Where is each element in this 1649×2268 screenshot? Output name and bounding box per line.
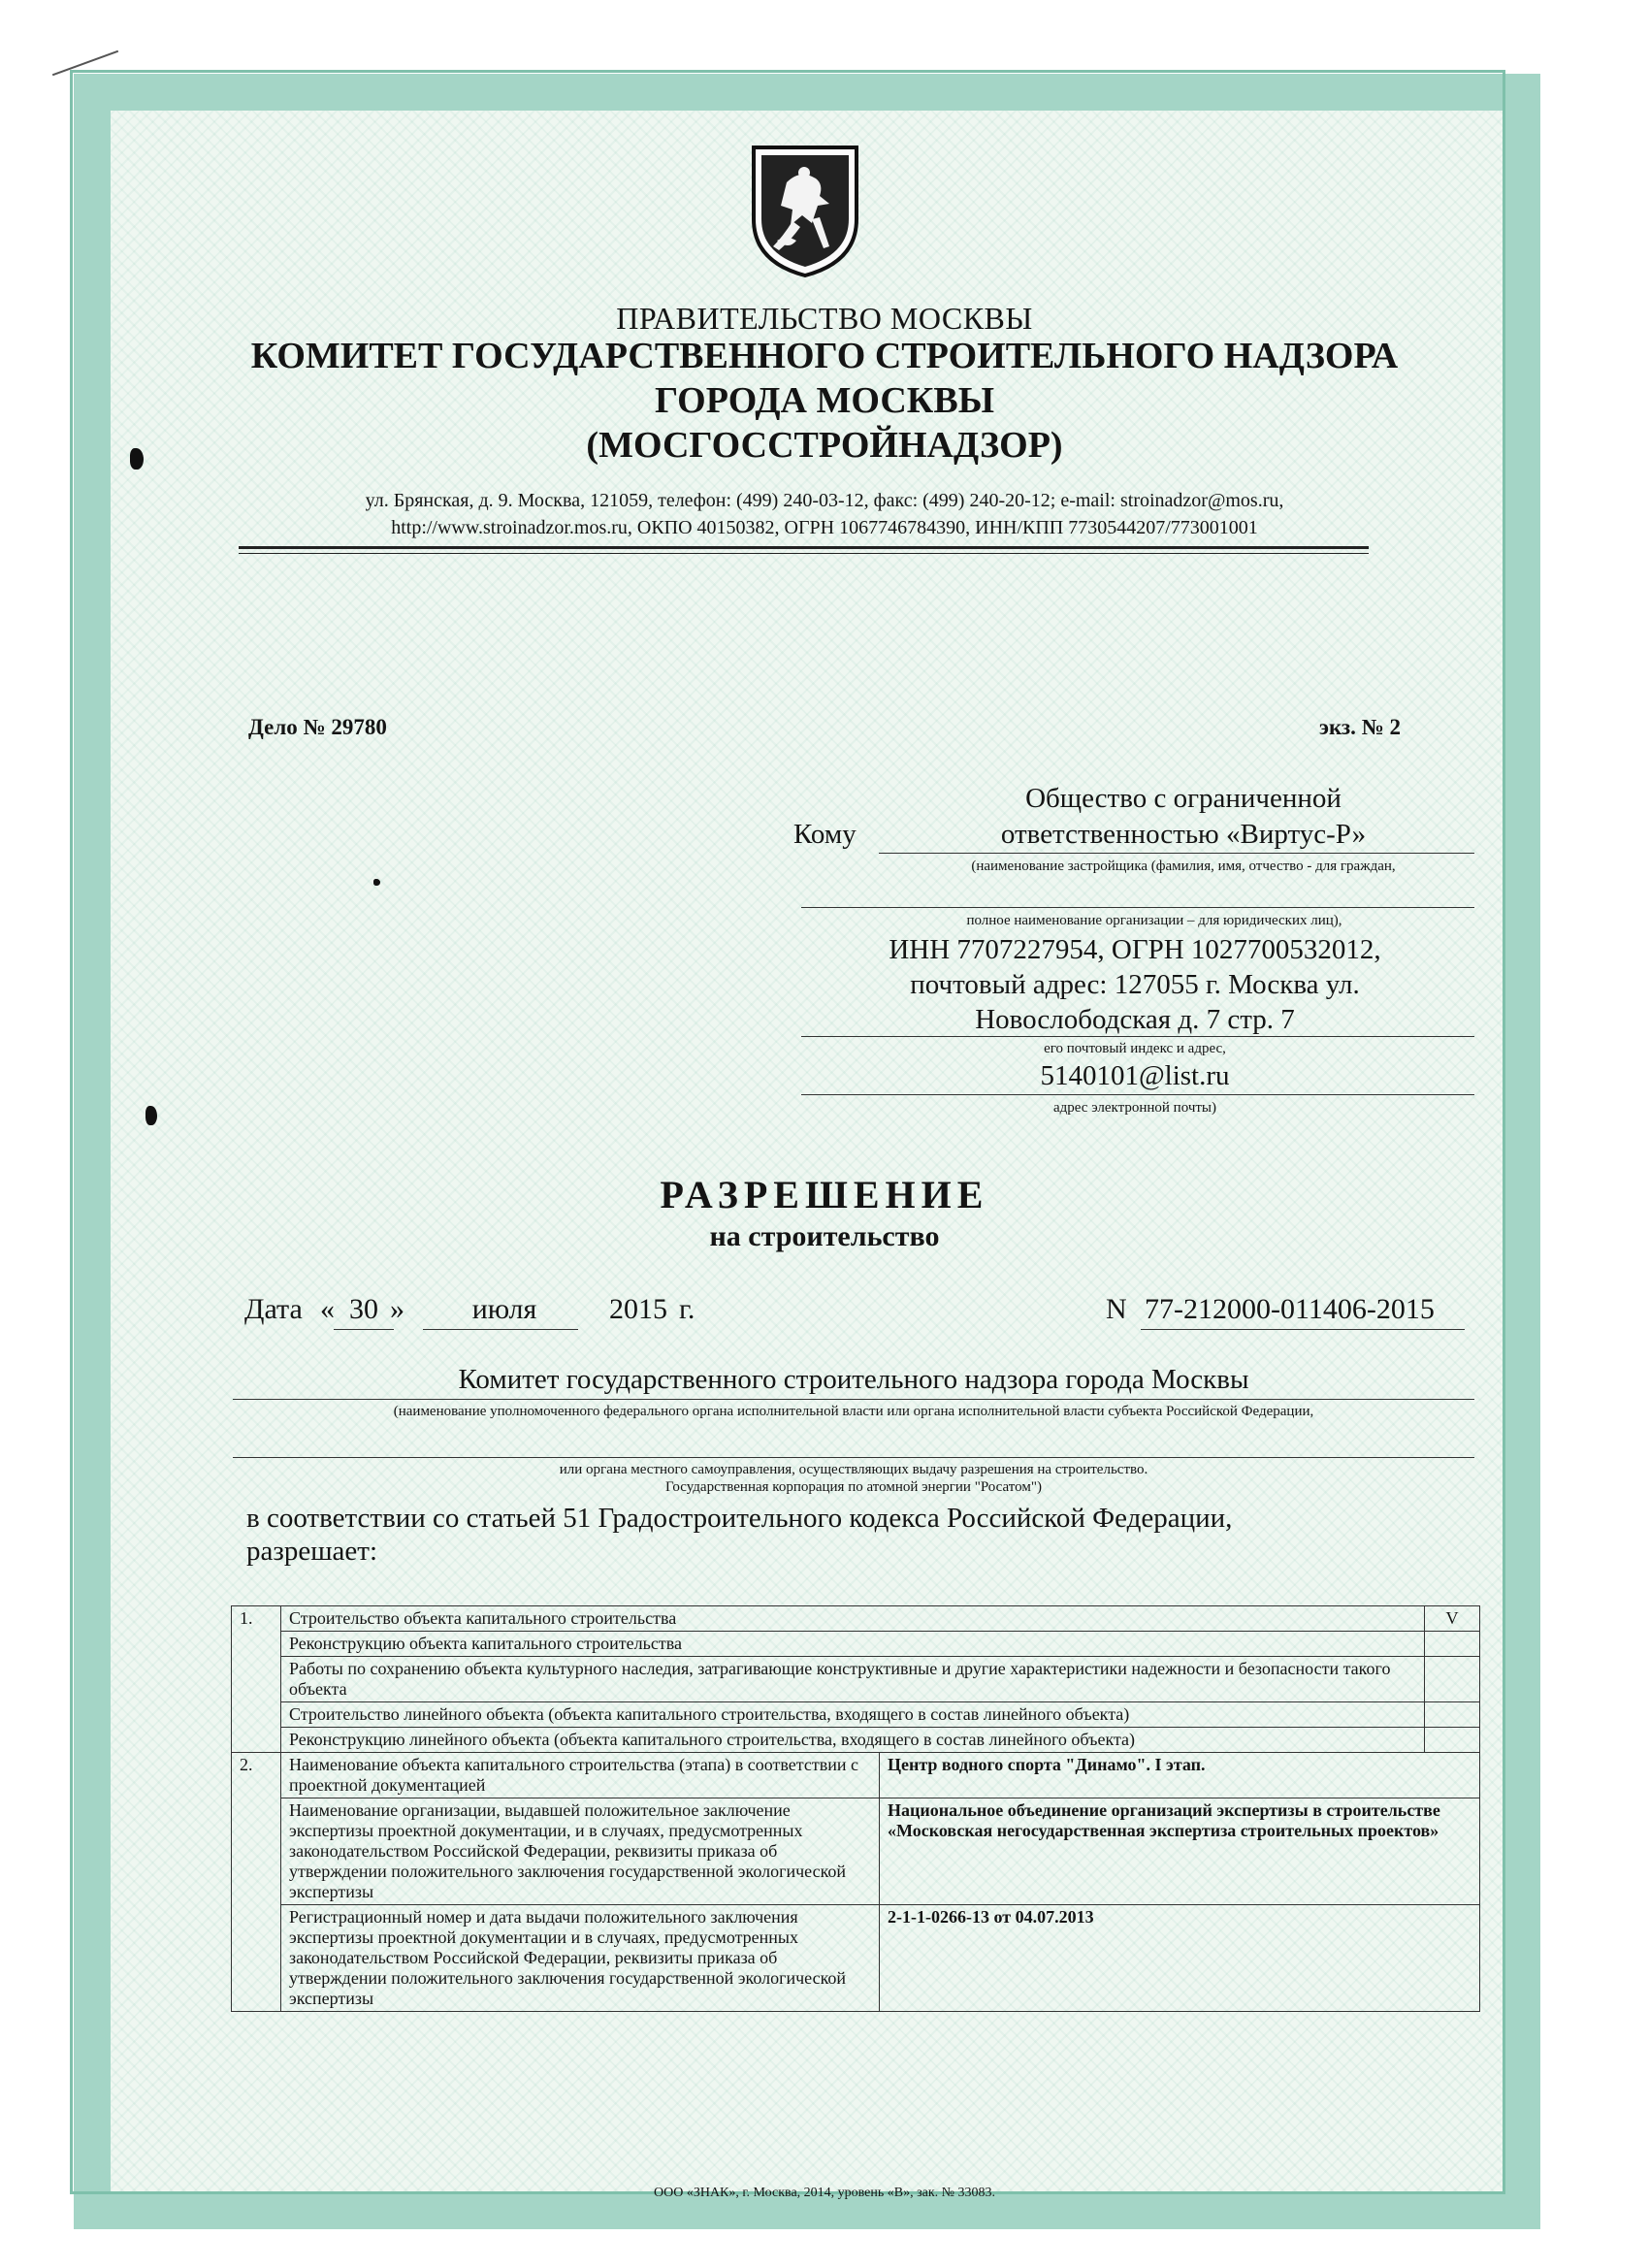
recipient-caption1: (наименование застройщика (фамилия, имя, отчество - для граждан, (971, 859, 1396, 874)
date-month-underline (423, 1329, 578, 1330)
printer-footer: ООО «ЗНАК», г. Москва, 2014, уровень «В», зак. № 33083. (653, 2186, 996, 2200)
date-year-suffix: г. (679, 1293, 695, 1325)
moscow-coat-of-arms-icon (748, 144, 862, 279)
authority-caption3: Государственная корпорация по атомной энергии "Росатом") (665, 1479, 1042, 1495)
article-line2: разрешает: (246, 1536, 378, 1567)
recipient-name-line2: ответственностью «Виртус-Р» (1000, 819, 1367, 850)
date-day: 30 (349, 1293, 378, 1325)
recipient-caption4: адрес электронной почты) (1052, 1100, 1216, 1116)
committee-title-line2: ГОРОДА МОСКВЫ (654, 380, 995, 421)
row2-item1-value: Центр водного спорта "Динамо". I этап. (880, 1753, 1480, 1798)
authority-blank-line (233, 1457, 1474, 1458)
table-row (232, 1905, 1480, 2012)
recipient-caption2: полное наименование организации – для юридических лиц), (966, 913, 1342, 928)
date-year: 2015 (609, 1293, 667, 1325)
recipient-postal-underline (801, 1036, 1474, 1037)
row2-number: 2. (232, 1753, 281, 2012)
scan-speck (146, 1106, 157, 1125)
recipient-caption3: его почтовый индекс и адрес, (1044, 1041, 1226, 1056)
permit-number-label: N (1106, 1293, 1127, 1325)
permit-number-underline (1141, 1329, 1465, 1330)
row1-item2-mark (1425, 1632, 1480, 1657)
recipient-postal-line2: Новослободская д. 7 стр. 7 (975, 1004, 1295, 1035)
row2-item3-label: Регистрационный номер и дата выдачи положительного заключения экспертизы проектной документации и в случаях, предусмотренных законодательством Российской Федерации, реквизиты приказа об утверждении положительного заключения государственной экологической экспертизы (281, 1905, 880, 2012)
row2-item3-value: 2-1-1-0266-13 от 04.07.2013 (880, 1905, 1480, 2012)
row1-item1-label: Строительство объекта капитального строительства (281, 1606, 1425, 1632)
date-quote-close: » (390, 1293, 404, 1325)
address-line1: ул. Брянская, д. 9. Москва, 121059, телефон: (499) 240-03-12, факс: (499) 240-20-12; e-mail: stroinadzor@mos.ru, (365, 490, 1284, 511)
row1-item5-mark (1425, 1728, 1480, 1753)
recipient-blank-line (801, 907, 1474, 908)
row1-item3-label: Работы по сохранению объекта культурного наследия, затрагивающие конструктивные и другие характеристики надежности и безопасности такого объекта (281, 1657, 1425, 1702)
permit-number: 77-212000-011406-2015 (1145, 1293, 1435, 1325)
authority-caption1: (наименование уполномоченного федерального органа исполнительной власти или органа исполнительной власти субъекта Российской Федерации, (393, 1404, 1314, 1419)
recipient-inn: ИНН 7707227954, ОГРН 1027700532012, (889, 934, 1381, 965)
scan-scratch (52, 50, 118, 77)
row1-item4-label: Строительство линейного объекта (объекта капитального строительства, входящего в состав линейного объекта) (281, 1702, 1425, 1728)
row1-item5-label: Реконструкцию линейного объекта (объекта капитального строительства, входящего в состав линейного объекта) (281, 1728, 1425, 1753)
table-row (232, 1657, 1480, 1702)
row2-item1-label: Наименование объекта капитального строительства (этапа) в соответствии с проектной документацией (281, 1753, 880, 1798)
recipient-label: Кому (793, 819, 857, 850)
header-rule-thick (239, 546, 1369, 549)
row1-item1-mark: V (1425, 1606, 1480, 1632)
recipient-name-line1: Общество с ограниченной (1025, 783, 1342, 814)
authority-caption2: или органа местного самоуправления, осуществляющих выдачу разрешения на строительство. (559, 1462, 1148, 1477)
recipient-name-underline (879, 853, 1474, 854)
case-number: Дело № 29780 (248, 715, 387, 739)
document-subtitle: на строительство (709, 1220, 940, 1252)
row1-item4-mark (1425, 1702, 1480, 1728)
row1-item2-label: Реконструкцию объекта капитального строительства (281, 1632, 1425, 1657)
row2-item2-label: Наименование организации, выдавшей положительное заключение экспертизы проектной документации, и в случаях, предусмотренных законодательством Российской Федерации, реквизиты приказа об утверждении положительного заключения государственной экологической экспертизы (281, 1798, 880, 1905)
document-title: РАЗРЕШЕНИЕ (660, 1173, 989, 1216)
permission-table (231, 1605, 1480, 2012)
recipient-email-underline (801, 1094, 1474, 1095)
header-rule-thin (239, 553, 1369, 554)
row2-item2-value: Национальное объединение организаций экспертизы в строительстве «Московская негосударственная экспертиза строительных проектов» (880, 1798, 1480, 1905)
article-statement (246, 1502, 1507, 1568)
committee-title-line3: (МОСГОССТРОЙНАДЗОР) (586, 425, 1063, 466)
table-row (232, 1798, 1480, 1905)
recipient-postal-line1: почтовый адрес: 127055 г. Москва ул. (910, 969, 1360, 1000)
government-title: ПРАВИТЕЛЬСТВО МОСКВЫ (616, 301, 1033, 336)
issuing-authority: Комитет государственного строительного надзора города Москвы (458, 1364, 1249, 1395)
address-line2: http://www.stroinadzor.mos.ru, ОКПО 40150382, ОГРН 1067746784390, ИНН/КПП 7730544207/773001001 (391, 517, 1258, 538)
date-day-underline (334, 1329, 394, 1330)
recipient-email: 5140101@list.ru (1040, 1060, 1230, 1091)
row1-item3-mark (1425, 1657, 1480, 1702)
table-row (232, 1606, 1480, 1632)
scan-speck (373, 879, 380, 886)
article-line1: в соответствии со статьей 51 Градостроительного кодекса Российской Федерации, (246, 1503, 1233, 1534)
table-row (232, 1632, 1480, 1657)
table-row (232, 1753, 1480, 1798)
scan-speck (130, 448, 144, 470)
copy-number: экз. № 2 (1319, 715, 1401, 739)
row1-number: 1. (232, 1606, 281, 1753)
authority-underline (233, 1399, 1474, 1400)
date-quote-open: « (320, 1293, 335, 1325)
date-month: июля (471, 1293, 537, 1325)
table-row (232, 1728, 1480, 1753)
date-label: Дата (244, 1293, 303, 1325)
committee-title-line1: КОМИТЕТ ГОСУДАРСТВЕННОГО СТРОИТЕЛЬНОГО НАДЗОРА (250, 336, 1399, 376)
committee-address (194, 487, 1455, 541)
committee-title (194, 334, 1455, 468)
table-row (232, 1702, 1480, 1728)
